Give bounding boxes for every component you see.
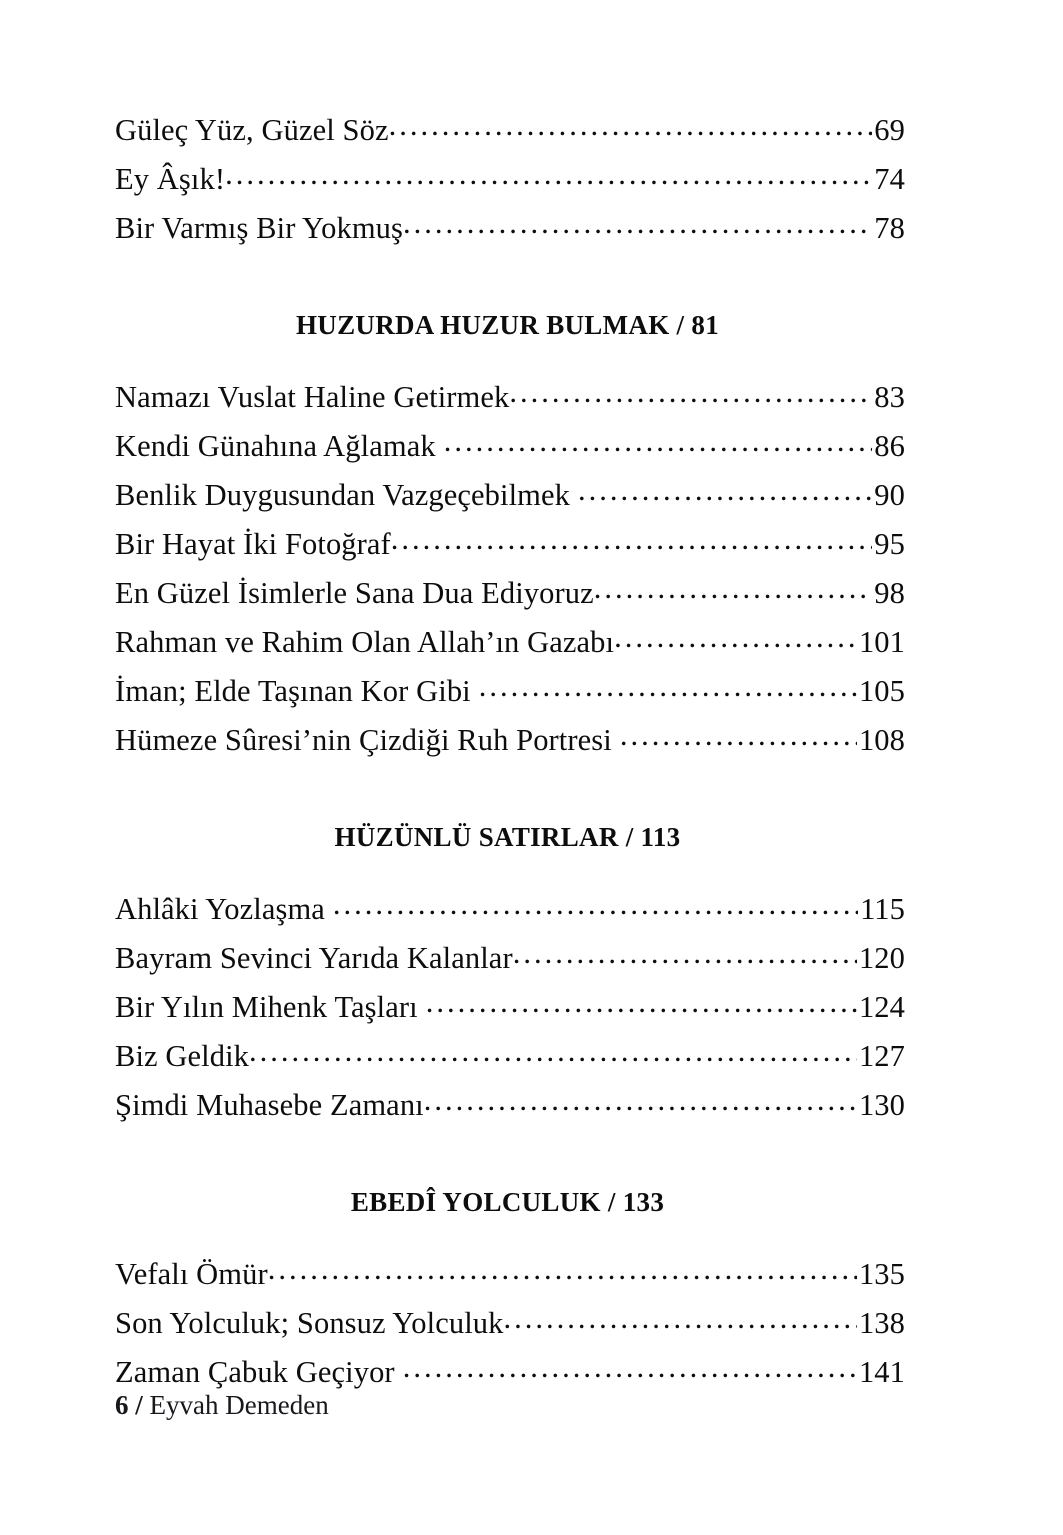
- dot-leader: [594, 573, 873, 604]
- dot-leader: [403, 1352, 857, 1383]
- toc-entry[interactable]: [115, 471, 905, 520]
- toc-entry[interactable]: [115, 520, 905, 569]
- dot-leader: [503, 1303, 856, 1334]
- dot-leader: [333, 889, 858, 920]
- toc-entry[interactable]: [115, 716, 905, 765]
- dot-leader: [479, 671, 857, 702]
- dot-leader: [444, 426, 873, 457]
- toc-entry[interactable]: [115, 422, 905, 471]
- toc-entry-page-number: 86: [874, 429, 905, 463]
- dot-leader: [426, 987, 857, 1018]
- dot-leader: [268, 1254, 857, 1285]
- toc-entry-title: Biz Geldik: [115, 1039, 249, 1073]
- toc-entry-title: Güleç Yüz, Güzel Söz: [115, 113, 389, 147]
- toc-entry[interactable]: [115, 1032, 905, 1081]
- footer-page-number: 6: [115, 1390, 129, 1420]
- toc-entry-title: Kendi Günahına Ağlamak: [115, 429, 436, 463]
- dot-leader: [389, 110, 873, 141]
- dot-leader: [249, 1036, 857, 1067]
- toc-entry-title: Bir Varmış Bir Yokmuş: [115, 211, 403, 245]
- toc-entry[interactable]: [115, 618, 905, 667]
- toc-entry-title: Bayram Sevinci Yarıda Kalanlar: [115, 941, 513, 975]
- dot-leader: [424, 1085, 857, 1116]
- table-of-contents: [115, 106, 905, 1397]
- dot-leader: [225, 159, 872, 190]
- dot-leader: [620, 720, 857, 751]
- footer-book-title: Eyvah Demeden: [149, 1390, 329, 1420]
- toc-entry-title: Rahman ve Rahim Olan Allah’ın Gazabı: [115, 625, 615, 659]
- toc-entry-title: Ey Âşık!: [115, 162, 226, 196]
- toc-entry-page-number: 124: [858, 990, 905, 1024]
- toc-entry-title: Namazı Vuslat Haline Getirmek: [115, 380, 510, 414]
- toc-entry-title: İman; Elde Taşınan Kor Gibi: [115, 674, 471, 708]
- dot-leader: [391, 524, 873, 555]
- dot-leader: [403, 208, 872, 239]
- toc-entry-page-number: 115: [860, 892, 905, 926]
- toc-entry-page-number: 105: [858, 674, 905, 708]
- toc-entry[interactable]: [115, 569, 905, 618]
- toc-entry[interactable]: [115, 667, 905, 716]
- toc-entry-title: Bir Hayat İki Fotoğraf: [115, 527, 391, 561]
- dot-leader: [578, 475, 872, 506]
- toc-entry-page-number: 127: [858, 1039, 905, 1073]
- toc-entry-title: Hümeze Sûresi’nin Çizdiği Ruh Portresi: [115, 723, 612, 757]
- toc-entry-page-number: 74: [874, 162, 905, 196]
- toc-entry[interactable]: [115, 106, 905, 155]
- toc-entry-page-number: 78: [874, 211, 905, 245]
- toc-entry-title: Şimdi Muhasebe Zamanı: [115, 1088, 424, 1122]
- toc-entry-page-number: 141: [858, 1355, 905, 1389]
- toc-entry[interactable]: [115, 1250, 905, 1299]
- page-footer: [115, 1392, 329, 1419]
- section-heading: HUZURDA HUZUR BULMAK / 81: [295, 310, 720, 340]
- toc-entry-title: Vefalı Ömür: [115, 1257, 268, 1291]
- toc-entry-page-number: 98: [874, 576, 905, 610]
- footer-separator: /: [135, 1390, 143, 1420]
- toc-entry-page-number: 108: [858, 723, 905, 757]
- dot-leader: [513, 938, 857, 969]
- toc-entry-title: Benlik Duygusundan Vazgeçebilmek: [115, 478, 570, 512]
- toc-entry-page-number: 95: [874, 527, 905, 561]
- toc-entry[interactable]: [115, 204, 905, 253]
- toc-entry-page-number: 90: [874, 478, 905, 512]
- toc-entry-title: En Güzel İsimlerle Sana Dua Ediyoruz: [115, 576, 594, 610]
- dot-leader: [509, 377, 872, 408]
- toc-entry[interactable]: [115, 983, 905, 1032]
- toc-entry[interactable]: [115, 934, 905, 983]
- toc-entry[interactable]: [115, 373, 905, 422]
- toc-entry-page-number: 130: [858, 1088, 905, 1122]
- dot-leader: [614, 622, 857, 653]
- section-heading: HÜZÜNLÜ SATIRLAR / 113: [334, 822, 681, 852]
- toc-entry-title: Zaman Çabuk Geçiyor: [115, 1355, 395, 1389]
- toc-entry-title: Ahlâki Yozlaşma: [115, 892, 325, 926]
- toc-entry-page-number: 135: [858, 1257, 905, 1291]
- toc-entry[interactable]: [115, 155, 905, 204]
- toc-entry[interactable]: [115, 885, 905, 934]
- toc-entry-page-number: 138: [858, 1306, 905, 1340]
- toc-entry[interactable]: [115, 1081, 905, 1130]
- toc-entry[interactable]: [115, 1299, 905, 1348]
- toc-entry-page-number: 120: [858, 941, 905, 975]
- toc-entry-page-number: 83: [874, 380, 905, 414]
- toc-entry-title: Son Yolculuk; Sonsuz Yolculuk: [115, 1306, 504, 1340]
- toc-entry-title: Bir Yılın Mihenk Taşları: [115, 990, 418, 1024]
- toc-entry-page-number: 101: [858, 625, 905, 659]
- toc-entry-page-number: 69: [874, 113, 905, 147]
- section-heading: EBEDÎ YOLCULUK / 133: [350, 1187, 665, 1217]
